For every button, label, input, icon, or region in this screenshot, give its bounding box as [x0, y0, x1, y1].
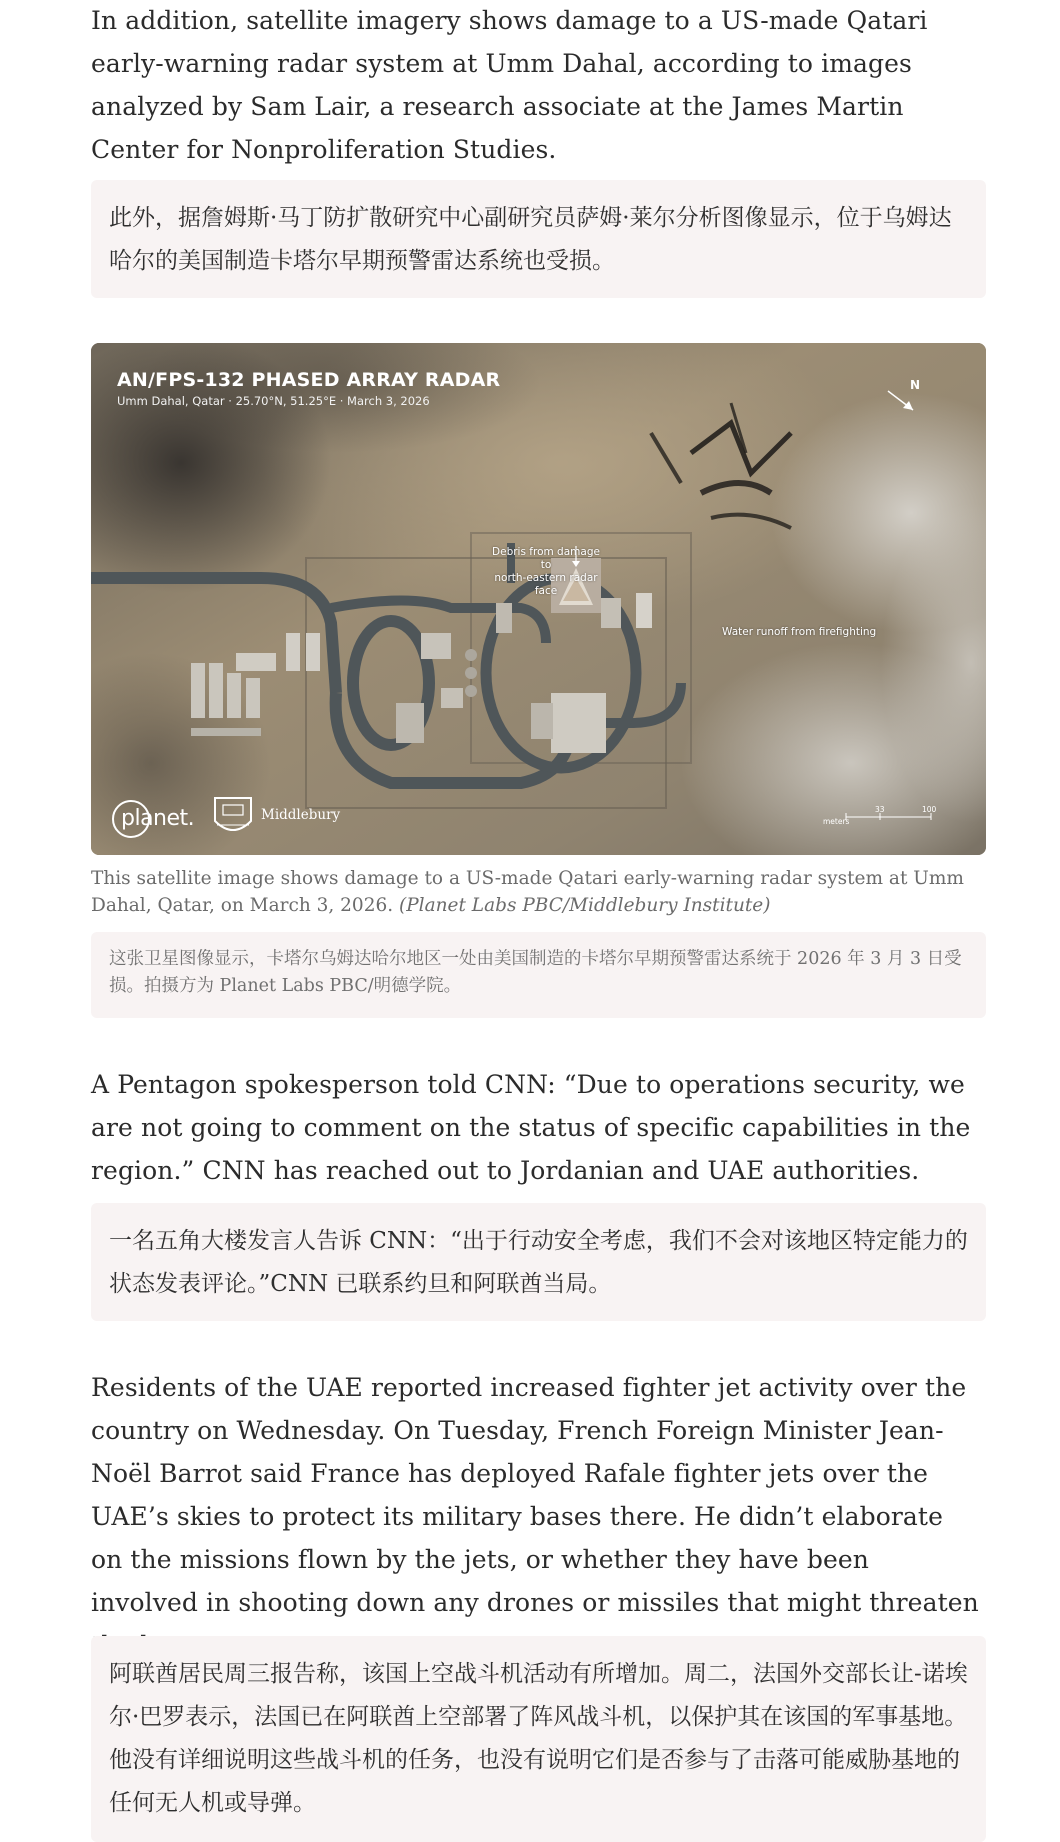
paragraph-2-en: A Pentagon spokesperson told CNN: “Due to operations security, we are not going to comment on the status of specific capabilities in the region.” CNN has reached out to Jordanian and UAE authorities. — [91, 1070, 971, 1185]
scale-mid-label: 33 — [875, 805, 885, 814]
scale-end-label: 100 — [922, 805, 937, 814]
paragraph-1-en: In addition, satellite imagery shows damage to a US-made Qatari early-warning radar system at Umm Dahal, according to images analyzed by Sam Lair, a research associate at the James Martin Center for Nonproliferation Studies. — [91, 6, 928, 164]
paragraph-3-en: Residents of the UAE reported increased fighter jet activity over the country on Wednesday. On Tuesday, French Foreign Minister Jean-Noël Barrot said France has deployed Rafale fighter jets over the UAE’s skies to protect its military bases there. He didn’t elaborate on the missions flown by the jets, or whether they have been involved in shooting down any drones or missiles that might threaten — [91, 1373, 979, 1617]
debris-annotation-line2: north-eastern radar face — [494, 572, 598, 597]
middlebury-logo-text: Middlebury — [261, 807, 341, 823]
debris-annotation — [486, 546, 606, 598]
north-indicator: N — [910, 378, 921, 392]
planet-logo-text: planet. — [121, 806, 195, 831]
satellite-image-canvas — [91, 343, 986, 855]
paragraph-3-zh: 阿联酋居民周三报告称，该国上空战斗机活动有所增加。周二，法国外交部长让-诺埃尔·巴罗表示，法国已在阿联酋上空部署了阵风战斗机，以保护其在该国的军事基地。他没有详细说明这些战斗机的任务，也没有说明它们是否参与了击落可能威胁基地的任何无人机或导弹。 — [91, 1636, 986, 1842]
paragraph-2-zh: 一名五角大楼发言人告诉 CNN：“出于行动安全考虑，我们不会对该地区特定能力的状态发表评论。”CNN 已联系约旦和阿联酋当局。 — [91, 1203, 986, 1321]
scale-unit: meters — [823, 817, 850, 826]
debris-annotation-line1: Debris from damage to — [492, 546, 600, 571]
satellite-image — [91, 343, 986, 855]
paragraph-1-zh: 此外，据詹姆斯·马丁防扩散研究中心副研究员萨姆·莱尔分析图像显示，位于乌姆达哈尔的美国制造卡塔尔早期预警雷达系统也受损。 — [91, 180, 986, 298]
water-runoff-annotation: Water runoff from firefighting — [722, 626, 877, 638]
figure-caption-en — [91, 865, 986, 919]
planet-logo — [109, 796, 195, 842]
figure-caption-zh: 这张卫星图像显示，卡塔尔乌姆达哈尔地区一处由美国制造的卡塔尔早期预警雷达系统于 2026 年 3 月 3 日受损。拍摄方为 Planet Labs PBC/明德学院。 — [91, 932, 986, 1018]
figure-title: AN/FPS-132 PHASED ARRAY RADAR — [117, 369, 501, 391]
caption-text: This satellite image shows damage to a US-made Qatari early-warning radar system at Umm Dahal, Qatar, on March 3, 2026. — [91, 868, 964, 916]
caption-credit: (Planet Labs PBC/Middlebury Institute) — [399, 895, 771, 916]
figure-subtitle: Umm Dahal, Qatar · 25.70°N, 51.25°E · March 3, 2026 — [117, 394, 430, 408]
